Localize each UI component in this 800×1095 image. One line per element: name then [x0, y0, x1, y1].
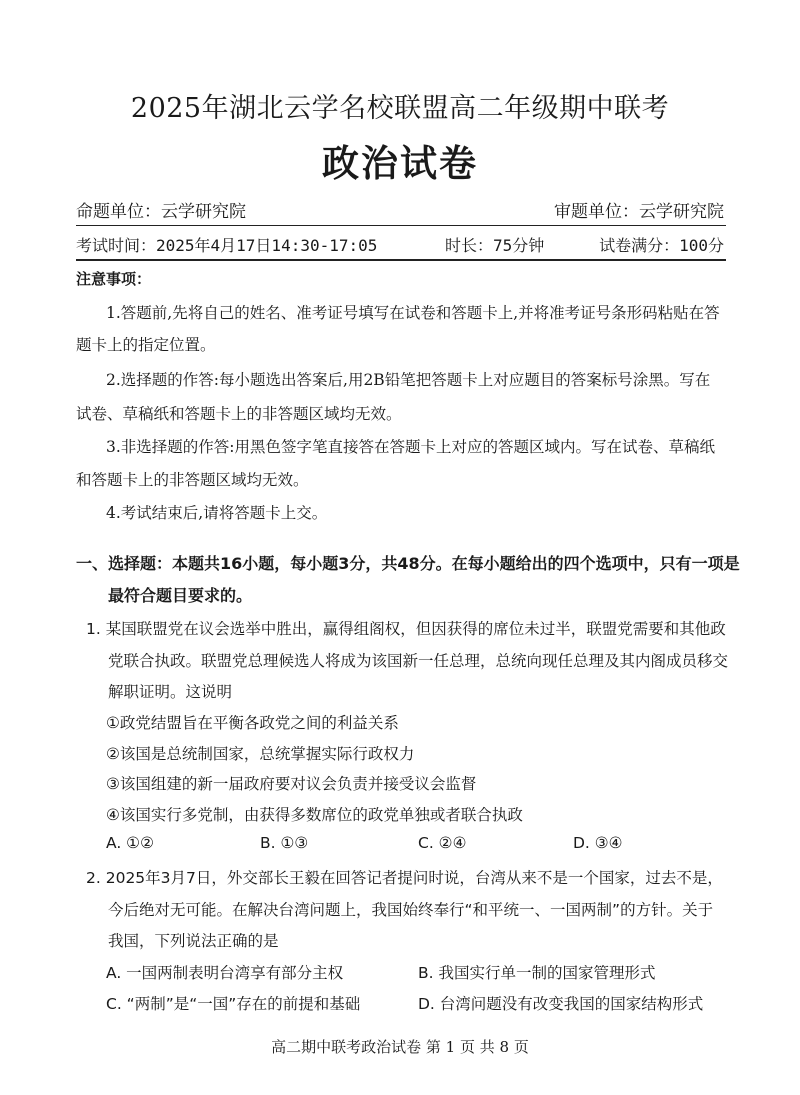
question-2-stem: 2. 2025年3月7日，外交部长王毅在回答记者提问时说，台湾从来不是一个国家，过去不是，	[86, 869, 723, 887]
full-score: 试卷满分：100分	[599, 236, 724, 255]
question-1-statement: ②该国是总统制国家，总统掌握实际行政权力	[106, 745, 415, 763]
subject-title: 政治试卷	[322, 142, 478, 185]
question-1-option: A. ①②	[106, 834, 154, 852]
exam-duration: 时长：75分钟	[445, 236, 545, 255]
question-1-statement: ③该国组建的新一届政府要对议会负责并接受议会监督	[106, 775, 477, 793]
notice-line: 2.选择题的作答:每小题选出答案后,用2B铅笔把答题卡上对应题目的答案标号涂黑。写在	[106, 371, 711, 389]
question-1-statement: ④该国实行多党制，由获得多数席位的政党单独或者联合执政	[106, 806, 523, 824]
header-divider-top	[76, 225, 726, 226]
reviewer-unit: 审题单位：云学研究院	[554, 202, 724, 222]
page-footer: 高二期中联考政治试卷 第 1 页 共 8 页	[271, 1038, 529, 1056]
notice-line: 和答题卡上的非答题区域均无效。	[76, 471, 309, 489]
question-1-option: B. ①③	[260, 834, 309, 852]
notice-line: 试卷、草稿纸和答题卡上的非答题区域均无效。	[76, 405, 402, 423]
exam-title: 2025年湖北云学名校联盟高二年级期中联考	[130, 93, 670, 124]
question-1-option: C. ②④	[418, 834, 467, 852]
exam-time: 考试时间：2025年4月17日14:30-17:05	[76, 236, 378, 255]
setter-unit: 命题单位：云学研究院	[76, 202, 246, 222]
question-2-option: D. 台湾问题没有改变我国的国家结构形式	[418, 995, 704, 1013]
question-2-stem: 今后绝对无可能。在解决台湾问题上，我国始终奉行“和平统一、一国两制”的方针。关于	[108, 901, 714, 919]
section-heading: 一、选择题：本题共16小题，每小题3分，共48分。在每小题给出的四个选项中，只有一项是	[76, 554, 740, 573]
question-2-option: A. 一国两制表明台湾享有部分主权	[106, 964, 344, 982]
question-1-statement: ①政党结盟旨在平衡各政党之间的利益关系	[106, 714, 399, 732]
notice-heading: 注意事项：	[76, 270, 152, 288]
notice-line: 3.非选择题的作答:用黑色签字笔直接答在答题卡上对应的答题区域内。写在试卷、草稿纸	[106, 438, 716, 456]
notice-line: 1.答题前,先将自己的姓名、准考证号填写在试卷和答题卡上,并将准考证号条形码粘贴在答	[106, 304, 720, 322]
question-2-option: C. “两制”是“一国”存在的前提和基础	[106, 995, 361, 1013]
notice-line: 4.考试结束后,请将答题卡上交。	[106, 504, 328, 522]
section-heading-cont: 最符合题目要求的。	[108, 586, 253, 605]
notice-line: 题卡上的指定位置。	[76, 336, 216, 354]
question-2-option: B. 我国实行单一制的国家管理形式	[418, 964, 656, 982]
question-1-stem: 1. 某国联盟党在议会选举中胜出，赢得组阁权，但因获得的席位未过半，联盟党需要和其他政	[86, 620, 726, 638]
question-1-option: D. ③④	[573, 834, 623, 852]
question-2-stem: 我国，下列说法正确的是	[108, 932, 279, 950]
question-1-stem: 解职证明。这说明	[108, 683, 233, 701]
header-divider-bottom	[76, 259, 726, 261]
question-1-stem: 党联合执政。联盟党总理候选人将成为该国新一任总理，总统向现任总理及其内阁成员移交	[108, 652, 729, 670]
